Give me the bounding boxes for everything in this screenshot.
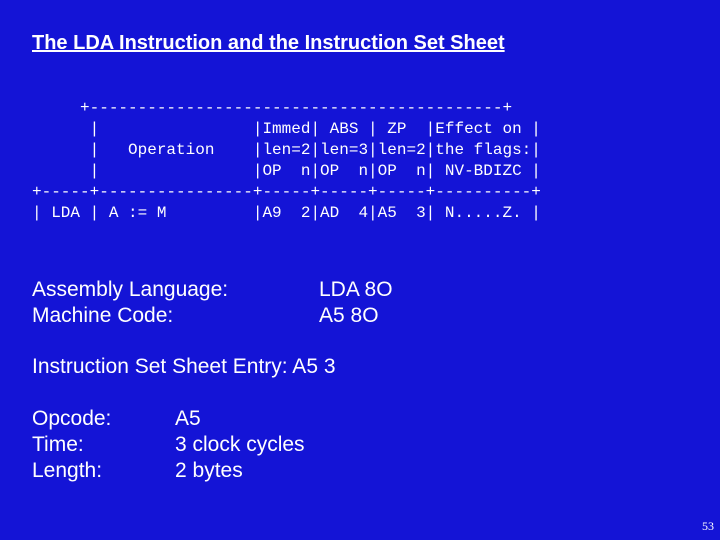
table-divider: +-----+----------------+-----+-----+-----+----------+ xyxy=(32,183,541,201)
time-value: 3 clock cycles xyxy=(175,433,305,456)
time-label: Time: xyxy=(32,433,84,456)
instruction-set-table xyxy=(32,98,541,224)
table-header-row-3: | |OP n|OP n|OP n| NV-BDIZC | xyxy=(32,162,541,180)
machine-code-label: Machine Code: xyxy=(32,304,174,327)
slide-title: The LDA Instruction and the Instruction Set Sheet xyxy=(32,32,505,54)
assembly-language-value: LDA 8O xyxy=(319,278,393,301)
instruction-set-sheet-entry: Instruction Set Sheet Entry: A5 3 xyxy=(32,355,336,378)
table-top-border: +-------------------------------------------+ xyxy=(32,99,513,117)
machine-code-value: A5 8O xyxy=(319,304,379,327)
table-data-row-lda: | LDA | A := M |A9 2|AD 4|A5 3| N.....Z. | xyxy=(32,204,541,222)
length-label: Length: xyxy=(32,459,103,482)
opcode-label: Opcode: xyxy=(32,407,112,430)
page-number: 53 xyxy=(702,519,714,533)
table-header-row-1: | |Immed| ABS | ZP |Effect on | xyxy=(32,120,541,138)
table-header-row-2: | Operation |len=2|len=3|len=2|the flags:| xyxy=(32,141,541,159)
opcode-value: A5 xyxy=(175,407,201,430)
length-value: 2 bytes xyxy=(175,459,243,482)
assembly-language-label: Assembly Language: xyxy=(32,278,229,301)
